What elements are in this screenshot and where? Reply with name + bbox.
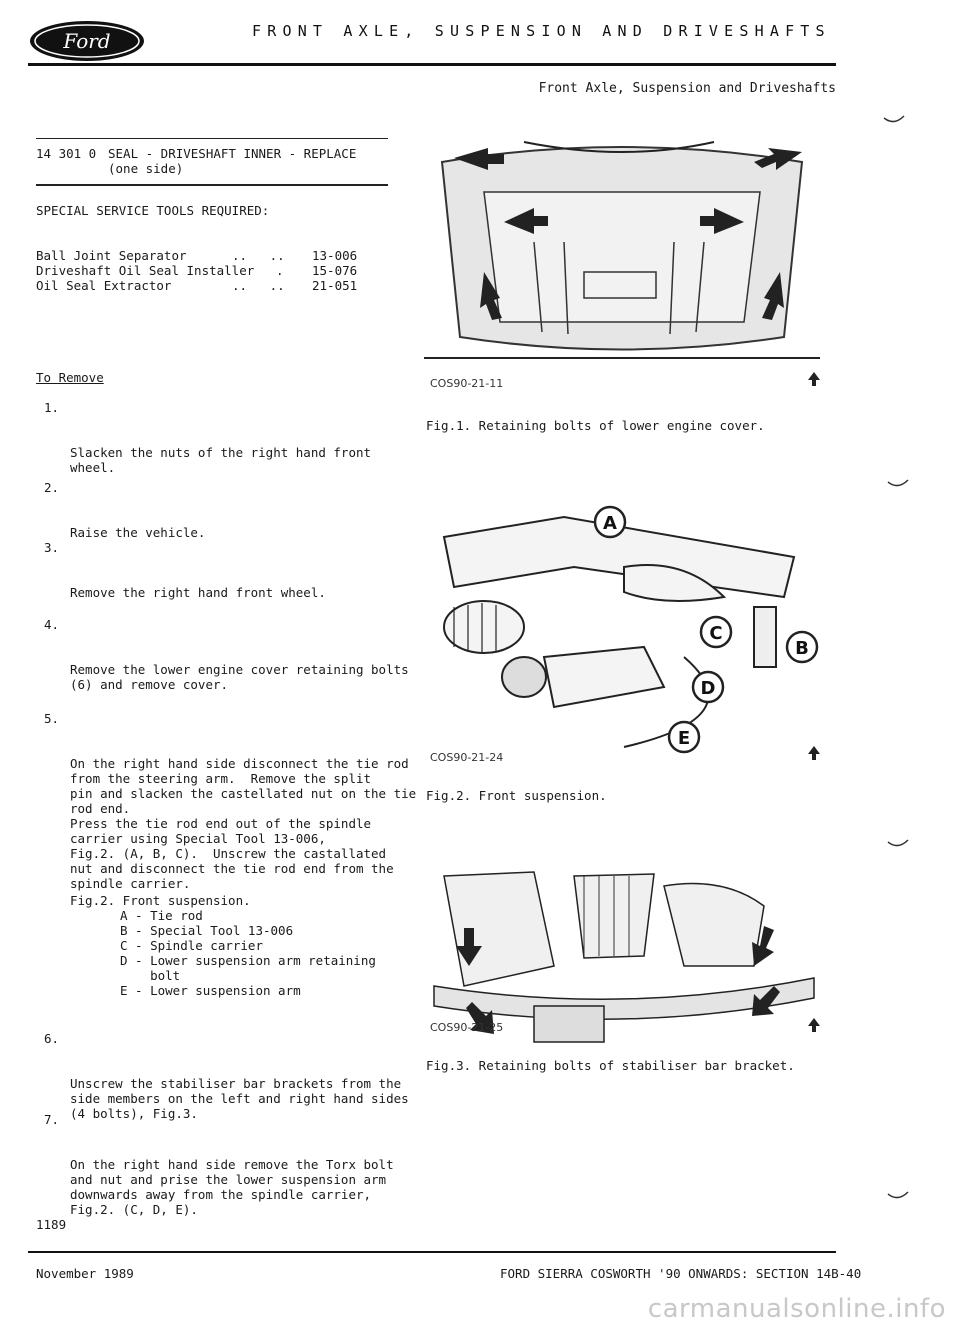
footer-section: FORD SIERRA COSWORTH '90 ONWARDS: SECTION 14B-40 bbox=[500, 1266, 862, 1281]
header-divider bbox=[28, 63, 836, 66]
margin-tick-icon bbox=[882, 114, 906, 128]
step-text: On the right hand side disconnect the tie rod from the steering arm. Remove the split pin and slacken the castellated nut on the tie rod end. Press the tie rod end out of the spindle carrier using Special Tool 13-006, Fig.2. (A, B, C). Unscrew the castallated nut and disconnect the tie rod end from the spindle carrier. bbox=[70, 756, 417, 891]
callout-b: B bbox=[795, 638, 809, 659]
callout-d: D bbox=[700, 678, 716, 699]
tool-row bbox=[36, 278, 382, 293]
step-text: Unscrew the stabiliser bar brackets from the side members on the left and right hand sides (4 bolts), Fig.3. bbox=[70, 1076, 409, 1121]
step-number: 1. bbox=[44, 400, 60, 415]
fig1-caption: Fig.1. Retaining bolts of lower engine cover. bbox=[426, 418, 765, 433]
step-1 bbox=[44, 400, 424, 490]
orientation-arrow-icon bbox=[808, 746, 820, 760]
tool-name: Ball Joint Separator bbox=[36, 248, 187, 263]
footer-divider bbox=[28, 1251, 836, 1253]
step-text: Raise the vehicle. bbox=[70, 525, 206, 540]
legend-item: B - Special Tool 13-006 bbox=[120, 923, 294, 938]
step-number: 3. bbox=[44, 540, 60, 555]
legend-item: C - Spindle carrier bbox=[120, 938, 263, 953]
margin-tick-icon bbox=[886, 1190, 910, 1204]
page-number: 1189 bbox=[36, 1217, 67, 1232]
callout-a: A bbox=[603, 513, 617, 534]
operation-title: SEAL - DRIVESHAFT INNER - REPLACE bbox=[108, 146, 357, 161]
tools-list bbox=[36, 248, 382, 293]
step-5 bbox=[44, 711, 424, 906]
legend-item: D - Lower suspension arm retaining bolt bbox=[120, 953, 376, 983]
fig3-illustration bbox=[424, 866, 820, 1044]
legend-item: E - Lower suspension arm bbox=[120, 983, 301, 998]
step-7 bbox=[44, 1112, 424, 1232]
legend-item: A - Tie rod bbox=[120, 908, 203, 923]
tool-name: Oil Seal Extractor bbox=[36, 278, 172, 293]
fig3-caption: Fig.3. Retaining bolts of stabiliser bar bracket. bbox=[426, 1058, 795, 1073]
tool-number: 13-006 bbox=[312, 248, 358, 263]
step-text: Remove the lower engine cover retaining bolts (6) and remove cover. bbox=[70, 662, 409, 692]
tool-number: 15-076 bbox=[312, 263, 358, 278]
footer-date: November 1989 bbox=[36, 1266, 134, 1281]
step-text: Slacken the nuts of the right hand front wheel. bbox=[70, 445, 372, 475]
step-number: 5. bbox=[44, 711, 60, 726]
tool-number: 21-051 bbox=[312, 278, 358, 293]
operation-title-sub: (one side) bbox=[108, 161, 184, 176]
step-text: Remove the right hand front wheel. bbox=[70, 585, 326, 600]
orientation-arrow-icon bbox=[808, 372, 820, 386]
fig1-ref: COS90-21-11 bbox=[430, 377, 504, 390]
margin-tick-icon bbox=[886, 838, 910, 852]
step-text: On the right hand side remove the Torx bolt and nut and prise the lower suspension arm downwards away from the spindle carrier, Fig.2. (C, D, E). bbox=[70, 1157, 394, 1217]
step-3 bbox=[44, 540, 424, 615]
fig2-caption: Fig.2. Front suspension. bbox=[426, 788, 607, 803]
tool-row bbox=[36, 248, 382, 263]
fig2-illustration bbox=[424, 497, 820, 755]
ford-logo bbox=[28, 19, 146, 63]
tool-dots: .. .. bbox=[232, 248, 285, 263]
orientation-arrow-icon bbox=[808, 1018, 820, 1032]
fig3-ref: COS90-21-25 bbox=[430, 1021, 504, 1034]
fig2-ref: COS90-21-24 bbox=[430, 751, 504, 764]
ford-logo-text: Ford bbox=[63, 29, 111, 53]
step-number: 2. bbox=[44, 480, 60, 495]
legend-title: Fig.2. Front suspension. bbox=[70, 893, 251, 908]
tool-dots: . bbox=[276, 263, 284, 278]
tools-heading: SPECIAL SERVICE TOOLS REQUIRED: bbox=[36, 203, 270, 218]
step-4 bbox=[44, 617, 424, 707]
step-number: 7. bbox=[44, 1112, 60, 1127]
callout-e: E bbox=[677, 728, 691, 749]
watermark: carmanualsonline.info bbox=[647, 1294, 946, 1324]
tool-name: Driveshaft Oil Seal Installer bbox=[36, 263, 255, 278]
fig1-illustration bbox=[424, 122, 820, 372]
section-subtitle: Front Axle, Suspension and Driveshafts bbox=[538, 81, 836, 96]
tool-dots: .. .. bbox=[232, 278, 285, 293]
callout-c: C bbox=[709, 623, 723, 644]
step-number: 4. bbox=[44, 617, 60, 632]
step-number: 6. bbox=[44, 1031, 60, 1046]
operation-top-rule bbox=[36, 138, 388, 139]
legend-list bbox=[120, 908, 376, 998]
to-remove-heading: To Remove bbox=[36, 370, 104, 385]
operation-bottom-rule bbox=[36, 184, 388, 186]
tool-row bbox=[36, 263, 382, 278]
header-title: FRONT AXLE, SUSPENSION AND DRIVESHAFTS bbox=[252, 22, 831, 40]
operation-code: 14 301 0 bbox=[36, 146, 97, 161]
margin-tick-icon bbox=[886, 478, 910, 492]
